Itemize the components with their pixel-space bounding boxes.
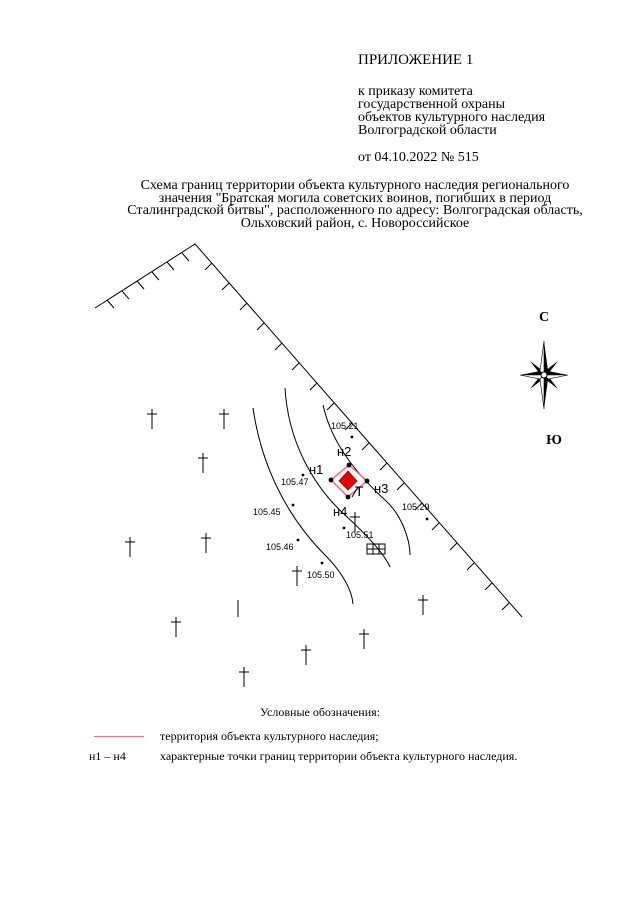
grave-cross-icon [198, 453, 208, 473]
title-line: значения "Братская могила советских воинов, погибших в период [158, 190, 552, 206]
title-line: Ольховский район, с. Новороссийское [240, 215, 470, 231]
grave-cross-icon [125, 537, 135, 557]
elevation-dot [302, 474, 305, 477]
order-line: государственной охраны [358, 97, 506, 112]
elevation-label: 105.51 [346, 530, 374, 540]
grave-cross-icon [359, 629, 369, 649]
legend-item-territory: территория объекта культурного наследия; [160, 729, 379, 743]
elevation-label: 105.21 [331, 421, 359, 431]
grave-cross-icon [171, 617, 181, 637]
elevation-label: 105.46 [266, 542, 294, 552]
legend-title: Условные обозначения: [259, 705, 381, 719]
elevation-label: 105.50 [307, 570, 335, 580]
title-line: Сталинградской битвы", расположенного по адресу: Волгоградская область, [127, 203, 583, 218]
grave-cross-icon [292, 566, 302, 586]
boundary-point-n1 [329, 478, 334, 483]
elevation-dot [297, 539, 300, 542]
embankment-line [95, 244, 522, 617]
order-date: от 04.10.2022 № 515 [358, 150, 479, 165]
title-line: Схема границ территории объекта культурного наследия регионального [140, 178, 570, 193]
legend-item-points: характерные точки границ территории объекта культурного наследия. [160, 749, 518, 763]
grave-cross-icon [201, 533, 211, 553]
building-icon [367, 544, 385, 554]
elevation-dot [321, 562, 324, 565]
elevation-label: 105.45 [253, 507, 281, 517]
grave-cross-icon [219, 409, 229, 429]
elevation-label: 105.29 [402, 502, 430, 512]
order-line: объектов культурного наследия [358, 110, 546, 125]
compass-rose-icon [520, 341, 568, 409]
elevation-label: 105.47 [281, 477, 309, 487]
point-label-n3: н3 [374, 481, 389, 496]
legend-boundary-swatch [94, 736, 144, 737]
legend-points-symbol: н1 – н4 [89, 749, 126, 763]
grave-cross-icon [301, 645, 311, 665]
order-line: Волгоградской области [358, 123, 497, 138]
elevation-dot [343, 527, 346, 530]
elevation-dot [426, 518, 429, 521]
grave-cross-icon [350, 512, 360, 532]
grave-cross-icon [418, 595, 428, 615]
order-line: к приказу комитета [358, 84, 473, 99]
elevation-dot [351, 436, 354, 439]
grave-cross-icon [239, 667, 249, 687]
point-label-n1: н1 [309, 462, 324, 477]
boundary-point-n4 [346, 495, 351, 500]
boundary-point-n2 [347, 463, 352, 468]
compass-north-label: С [538, 310, 550, 325]
point-label-n4: н4 [333, 504, 348, 519]
appendix-label: ПРИЛОЖЕНИЕ 1 [358, 52, 474, 68]
boundary-point-n3 [365, 479, 370, 484]
compass-south-label: Ю [546, 433, 562, 448]
point-label-t: Т [355, 483, 364, 499]
grave-cross-icon [147, 409, 157, 429]
point-label-n2: н2 [337, 444, 352, 459]
elevation-dot [292, 504, 295, 507]
